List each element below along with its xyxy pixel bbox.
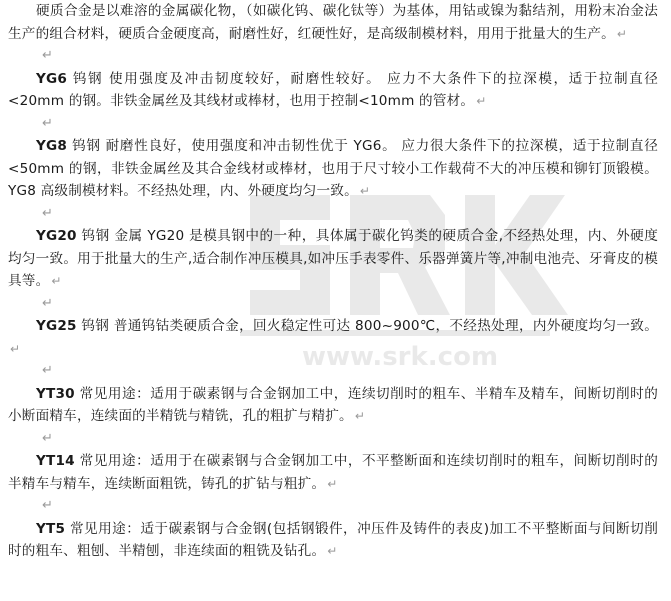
paragraph-yg6: [8, 68, 658, 113]
paragraph-intro: [8, 0, 658, 45]
paragraph-mark-icon: ↵: [476, 94, 487, 108]
paragraph-lead-term: YG25: [36, 318, 77, 334]
paragraph-yg25: [8, 315, 658, 360]
paragraph-lead-term: YG8: [36, 138, 68, 154]
paragraph-yg20: [8, 225, 658, 293]
paragraph-text: 常见用途：适用于碳素钢与合金钢加工中，连续切削时的粗车、半精车及精车，间断切削时的小断面精车，连续面的半精铣与精铣，孔的粗扩与精扩。: [8, 385, 658, 424]
paragraph-yg8: [8, 135, 658, 203]
svg-text:www.srk.com: www.srk.com: [301, 342, 499, 372]
paragraph-mark-icon: ↵: [42, 48, 53, 63]
paragraph-lead-term: YT14: [36, 453, 75, 469]
paragraph-lead-term: YT30: [36, 385, 75, 402]
paragraph-text: 钨钢 耐磨性良好，使用强度和冲击韧性优于 YG6。 应力很大条件下的拉深模，适于拉制直径<50mm 的钢，非铁金属丝及其合金线材或棒材，也用于尺寸较小工作载荷不大的冲压模和铆钉顶锻模。YG8 高级制模材料。不经热处理，内、外硬度均匀一致。: [8, 138, 658, 199]
empty-line: [8, 203, 658, 226]
empty-line: [8, 113, 658, 136]
paragraph-mark-icon: ↵: [51, 274, 62, 288]
paragraph-text: 常见用途：适于碳素钢与合金钢(包括钢锻件，冲压件及铸件的表皮)加工不平整断面与间断切削时的粗车、粗刨、半精刨，非连续面的粗铣及钻孔。: [8, 520, 658, 559]
paragraph-text: 钨钢 使用强度及冲击韧度较好，耐磨性较好。 应力不大条件下的拉深模，适于拉制直径<20mm 的钢。非铁金属丝及其线材或棒材，也用于控制<10mm 的管材。: [8, 70, 658, 109]
paragraph-text: 常见用途：适用于在碳素钢与合金钢加工中，不平整断面和连续切削时的粗车，间断切削时的半精车与精车，连续断面粗铣，铸孔的扩钻与粗扩。: [8, 453, 658, 492]
paragraph-lead-term: YG6: [36, 70, 68, 87]
paragraph-text: 钨钢 普通钨钴类硬质合金，回火稳定性可达 800~900℃，不经热处理，内外硬度均匀一致。: [76, 318, 658, 334]
paragraph-mark-icon: ↵: [10, 341, 21, 356]
empty-line: [8, 360, 658, 383]
paragraph-mark-icon: ↵: [616, 26, 628, 41]
paragraph-mark-icon: ↵: [42, 430, 53, 446]
paragraph-lead-term: YT5: [36, 520, 66, 537]
empty-line: [8, 45, 658, 68]
paragraph-text: 硬质合金是以难溶的金属碳化物，（如碳化钨、碳化钛等）为基体，用钴或镍为黏结剂，用粉末冶金法生产的组合材料，硬质合金硬度高，耐磨性好，红硬性好，是高级制模材料，用用于批量大的生产。: [8, 3, 658, 42]
document-body: [8, 0, 658, 563]
paragraph-mark-icon: ↵: [359, 184, 371, 198]
paragraph-mark-icon: ↵: [42, 498, 53, 513]
paragraph-text: 钨钢 金属 YG20 是模具钢中的一种，具体属于碳化钨类的硬质合金,不经热处理，内、外硬度均匀一致。用于批量大的生产,适合制作冲压模具,如冲压手表零件、乐器弹簧片等,冲制电池壳、牙膏皮的模具等。: [8, 228, 658, 289]
paragraph-mark-icon: ↵: [327, 476, 338, 491]
paragraph-lead-term: YG20: [36, 228, 77, 244]
paragraph-yt5: [8, 518, 658, 563]
paragraph-mark-icon: ↵: [42, 115, 53, 131]
paragraph-mark-icon: ↵: [354, 409, 366, 423]
paragraph-mark-icon: ↵: [327, 544, 338, 558]
paragraph-mark-icon: ↵: [42, 295, 53, 311]
paragraph-yt30: [8, 383, 658, 428]
paragraph-yt14: [8, 450, 658, 495]
empty-line: [8, 495, 658, 518]
paragraph-mark-icon: ↵: [42, 363, 53, 378]
empty-line: [8, 428, 658, 451]
empty-line: [8, 293, 658, 316]
paragraph-mark-icon: ↵: [42, 205, 53, 221]
